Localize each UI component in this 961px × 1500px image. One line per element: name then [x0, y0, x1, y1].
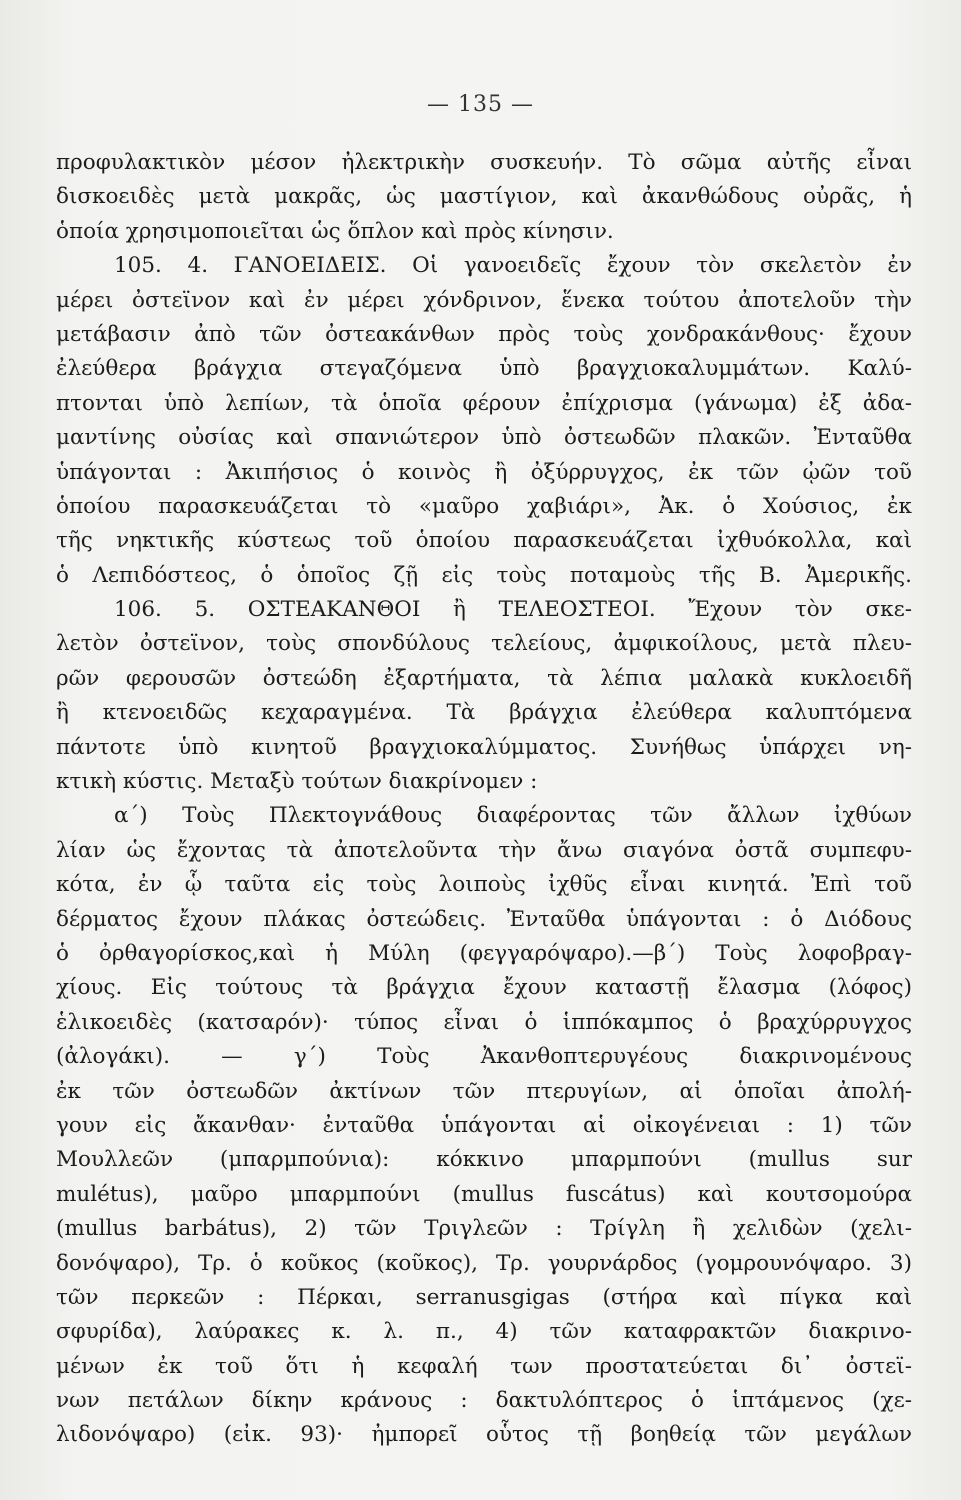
text-line: προφυλακτικὸν μέσον ἠλεκτρικὴν συσκευήν. Τὸ σῶμα αὐτῆς εἶναι [56, 150, 912, 175]
text-line: α΄) Τοὺς Πλεκτογνάθους διαφέροντας τῶν ἄλλων ἰχθύων [114, 803, 912, 829]
text-line: λίαν ὡς ἔχοντας τὰ ἀποτελοῦντα τὴν ἄνω σιαγόνα ὀστᾶ συμπεφυ- [56, 837, 912, 863]
text-line: (ἀλογάκι). — γ΄) Τοὺς Ἀκανθοπτερυγέους διακρινομένους [56, 1044, 912, 1070]
text-line: (mullus barbátus), 2) τῶν Τριγλεῶν : Τρίγλη ἢ χελιδὼν (χελι- [56, 1216, 912, 1242]
text-line: μαντίνης οὐσίας καὶ σπανιώτερον ὑπὸ ὀστεωδῶν πλακῶν. Ἐνταῦθα [56, 425, 912, 451]
text-line: πτονται ὑπὸ λεπίων, τὰ ὁποῖα φέρουν ἐπίχρισμα (γάνωμα) ἐξ ἀδα- [56, 390, 912, 416]
text-line: πάντοτε ὑπὸ κινητοῦ βραγχιοκαλύμματος. Συνήθως ὑπάρχει νη- [56, 734, 912, 760]
text-line: τῶν περκεῶν : Πέρκαι, serranusgigas (στήρα καὶ πίγκα καὶ [56, 1284, 912, 1310]
text-line: ἐλεύθερα βράγχια στεγαζόμενα ὑπὸ βραγχιοκαλυμμάτων. Καλύ- [56, 356, 912, 382]
text-line: ὁ Λεπιδόστεος, ὁ ὁποῖος ζῇ εἰς τοὺς ποταμοὺς τῆς Β. Ἀμερικῆς. [56, 562, 912, 588]
text-line: ἑλικοειδὲς (κατσαρόν)· τύπος εἶναι ὁ ἱππόκαμπος ὁ βραχύρρυγχος [56, 1009, 912, 1035]
text-line: νων πετάλων δίκην κράνους : δακτυλόπτερος ὁ ἱπτάμενος (χε- [56, 1388, 912, 1414]
text-line: δισκοειδὲς μετὰ μακρᾶς, ὡς μαστίγιον, καὶ ἀκανθώδους οὐρᾶς, ἡ [56, 184, 912, 210]
page-number: — 135 — [427, 92, 534, 117]
text-line: μένων ἐκ τοῦ ὅτι ἡ κεφαλή των προστατεύεται δι᾿ ὀστεϊ- [56, 1353, 912, 1379]
body-text [56, 146, 912, 1453]
text-line: mulétus), μαῦρο μπαρμπούνι (mullus fuscátus) καὶ κουτσομούρα [56, 1181, 912, 1207]
text-line: λιδονόψαρο) (εἰκ. 93)· ἠμπορεῖ οὗτος τῇ βοηθείᾳ τῶν μεγάλων [56, 1422, 912, 1448]
text-line: γουν εἰς ἄκανθαν· ἐνταῦθα ὑπάγονται αἱ οἰκογένειαι : 1) τῶν [56, 1112, 912, 1138]
text-line: κότα, ἐν ᾧ ταῦτα εἰς τοὺς λοιποὺς ἰχθῦς εἶναι κινητά. Ἐπὶ τοῦ [56, 872, 912, 898]
text-line: κτικὴ κύστις. Μεταξὺ τούτων διακρίνομεν : [56, 769, 538, 795]
text-line: λετὸν ὀστεϊνον, τοὺς σπονδύλους τελείους, ἀμφικοίλους, μετὰ πλευ- [56, 631, 912, 657]
text-line: ὑπάγονται : Ἀκιπήσιος ὁ κοινὸς ἢ ὀξύρρυγχος, ἐκ τῶν ᾠῶν τοῦ [56, 459, 912, 485]
text-line: δονόψαρο), Τρ. ὁ κοῦκος (κοῦκος), Τρ. γουρνάρδος (γομρουνόψαρο. 3) [56, 1250, 912, 1276]
text-line: χίους. Εἰς τούτους τὰ βράγχια ἔχουν καταστῇ ἔλασμα (λόφος) [56, 975, 912, 1001]
text-line: ὁποίου παρασκευάζεται τὸ «μαῦρο χαβιάρι», Ἀκ. ὁ Χούσιος, ἐκ [56, 493, 912, 519]
section-heading-line: 106. 5. ΟΣΤΕΑΚΑΝΘΟΙ ἢ ΤΕΛΕΟΣΤΕΟΙ. Ἔχουν τὸν σκε- [114, 597, 912, 623]
text-line: μετάβασιν ἀπὸ τῶν ὀστεακάνθων πρὸς τοὺς χονδρακάνθους· ἔχουν [56, 321, 912, 347]
text-line: ἢ κτενοειδῶς κεχαραγμένα. Τὰ βράγχια ἐλεύθερα καλυπτόμενα [56, 700, 912, 726]
text-line: δέρματος ἔχουν πλάκας ὀστεώδεις. Ἐνταῦθα ὑπάγονται : ὁ Διόδους [56, 906, 912, 932]
text-line: Μουλλεῶν (μπαρμπούνια): κόκκινο μπαρμπούνι (mullus sur [56, 1147, 912, 1173]
text-line: ὁποία χρησιμοποιεῖται ὡς ὅπλον καὶ πρὸς κίνησιν. [56, 218, 614, 244]
text-line: ρῶν φερουσῶν ὀστεώδη ἐξαρτήματα, τὰ λέπια μαλακὰ κυκλοειδῆ [56, 665, 912, 691]
text-line: σφυρίδα), λαύρακες κ. λ. π., 4) τῶν καταφρακτῶν διακρινο- [56, 1319, 912, 1345]
text-line: μέρει ὀστεϊνον καὶ ἐν μέρει χόνδρινον, ἕνεκα τούτου ἀποτελοῦν τὴν [56, 287, 912, 313]
text-line: τῆς νηκτικῆς κύστεως τοῦ ὁποίου παρασκευάζεται ἰχθυόκολλα, καὶ [56, 528, 912, 554]
text-line: ὁ ὀρθαγορίσκος,καὶ ἡ Μύλη (φεγγαρόψαρο).—β΄) Τοὺς λοφοβραγ- [56, 940, 912, 966]
section-heading-line: 105. 4. ΓΑΝΟΕΙΔΕΙΣ. Οἱ γανοειδεῖς ἔχουν τὸν σκελετὸν ἐν [114, 253, 912, 279]
text-line: ἐκ τῶν ὀστεωδῶν ἀκτίνων τῶν πτερυγίων, αἱ ὁποῖαι ἀπολή- [56, 1078, 912, 1104]
